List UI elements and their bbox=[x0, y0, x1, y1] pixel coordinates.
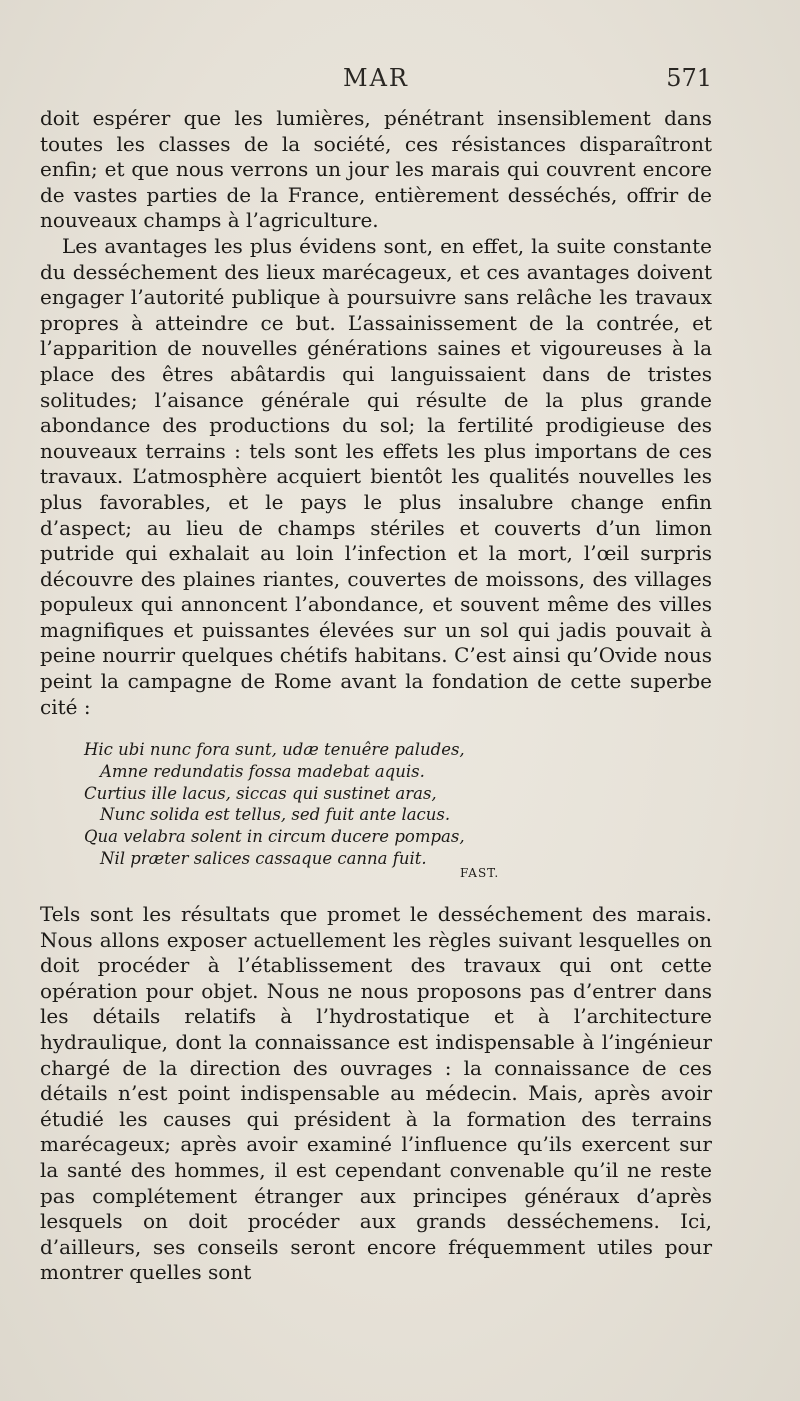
latin-verse-quotation bbox=[84, 739, 524, 870]
verse-line: Qua velabra solent in circum ducere pompas, bbox=[84, 827, 465, 847]
paragraph-resultats: Tels sont les résultats que promet le desséchement des marais. Nous allons exposer actuellement les règles suivant lesquelles on doit procéder à l’établissement des travaux qui ont cette opération pour objet. Nous ne nous proposons pas d’entrer dans les détails relatifs à l’hydrostatique et à l’architecture hydraulique, dont la connaissance est indispensable à l’ingénieur chargé de la direction des ouvrages : la connaissance de ces détails n’est point indispensable au médecin. Mais, après avoir étudié les causes qui président à la formation des terrains marécageux; après avoir examiné l’influence qu’ils exercent sur la santé des hommes, il est cependant convenable qu’il ne reste pas complétement étranger aux principes généraux d’après lesquels on doit procéder aux grands desséchemens. Ici, d’ailleurs, ses conseils seront encore fréquemment utiles pour montrer quelles sont bbox=[40, 902, 712, 1285]
page-number: 571 bbox=[666, 64, 712, 92]
verse-citation: FAST. bbox=[460, 866, 500, 880]
body-text-upper bbox=[40, 106, 712, 720]
verse-line: Curtius ille lacus, siccas qui sustinet aras, bbox=[84, 783, 437, 803]
verse-line: Hic ubi nunc fora sunt, udæ tenuêre paludes, bbox=[84, 740, 465, 759]
verse-line: Amne redundatis fossa madebat aquis. bbox=[100, 761, 425, 781]
running-head: MAR bbox=[343, 64, 409, 92]
page-header bbox=[40, 64, 712, 98]
verse-line: Nil præter salices cassaque canna fuit. bbox=[100, 848, 427, 868]
paragraph-continuation: doit espérer que les lumières, pénétrant insensiblement dans toutes les classes de la société, ces résistances disparaîtront enfin; et que nous verrons un jour les marais qui couvrent encore de vastes parties de la France, entièrement desséchés, offrir de nouveaux champs à l’agriculture. bbox=[40, 106, 712, 233]
paragraph-avantages: Les avantages les plus évidens sont, en effet, la suite constante du desséchement des lieux marécageux, et ces avantages doivent engager l’autorité publique à poursuivre sans relâche les travaux propres à atteindre ce but. L’assainissement de la contrée, et l’apparition de nouvelles générations saines et vigoureuses à la place des êtres abâtardis qui languissaient dans de tristes solitudes; l’aisance générale qui résulte de la plus grande abondance des productions du sol; la fertilité prodigieuse des nouveaux terrains : tels sont les effets les plus importans de ces travaux. L’atmosphère acquiert bientôt les qualités nouvelles les plus favorables, et le pays le plus insalubre change enfin d’aspect; au lieu de champs stériles et couverts d’un limon putride qui exhalait au loin l’infection et la mort, l’œil surpris découvre des plaines riantes, couvertes de moissons, des villages populeux qui annoncent l’abondance, et souvent même des villes magnifiques et puissantes élevées sur un sol qui jadis pouvait à peine nourrir quelques chétifs habitans. C’est ainsi qu’Ovide nous peint la campagne de Rome avant la fondation de cette superbe cité : bbox=[40, 233, 712, 719]
verse-line: Nunc solida est tellus, sed fuit ante lacus. bbox=[100, 805, 451, 825]
body-text-lower bbox=[40, 902, 712, 1286]
